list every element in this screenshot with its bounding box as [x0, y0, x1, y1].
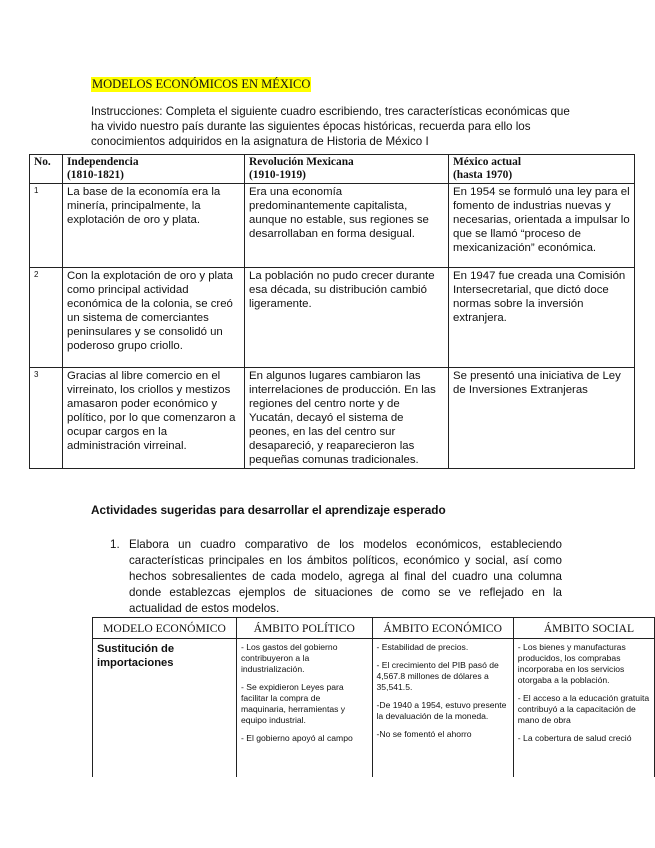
- table-row: [30, 268, 635, 368]
- cell-economico: [372, 639, 513, 778]
- list-item: -No se fomentó el ahorro: [376, 729, 472, 739]
- instructions-paragraph: Instrucciones: Completa el siguiente cuadro escribiendo, tres características económicas que ha vivido nuestro país durante las siguientes épocas históricas, recuerda para ello los conocimientos adquiridos en la asignatura de Historia de México I: [91, 105, 570, 148]
- header-social: ÁMBITO SOCIAL: [513, 618, 654, 639]
- cell-revolucion: Era una economía predominantemente capitalista, aunque no estable, sus regiones se desarrollaban en forma desigual.: [245, 184, 449, 268]
- table-row: [93, 639, 655, 778]
- row-number: 2: [30, 268, 63, 368]
- cell-revolucion: La población no pudo crecer durante esa década, su distribución cambió ligeramente.: [245, 268, 449, 368]
- table-row: [30, 368, 635, 469]
- list-item: - El acceso a la educación gratuita contribuyó a la capacitación de mano de obra: [517, 693, 650, 725]
- activity-text: Elabora un cuadro comparativo de los modelos económicos, estableciendo características principales en los ámbitos políticos, económico y social, así como hechos sobresalientes de cada modelo, agrega al final del cuadro una columna donde establezcas ejemplos de situaciones de como se ve reflejado en la actualidad de estos modelos.: [129, 538, 562, 615]
- activities-subtitle: Actividades sugeridas para desarrollar el aprendizaje esperado: [91, 503, 446, 517]
- header-modelo: MODELO ECONÓMICO: [93, 618, 237, 639]
- comparative-table-wrapper: [92, 617, 655, 777]
- table-row: [30, 184, 635, 268]
- cell-revolucion: En algunos lugares cambiaron las interrelaciones de producción. En las regiones del centro norte y de Yucatán, decayó el sistema de peones, en las del centro sur desapareció, y reaparecieron las pequeñas comunas tradicionales.: [245, 368, 449, 469]
- header-economico: ÁMBITO ECONÓMICO: [372, 618, 513, 639]
- cell-actual: En 1954 se formuló una ley para el fomento de industrias nuevas y necesarias, orientada a impulsar lo que se llamó “proceso de mexicanización” económica.: [449, 184, 635, 268]
- row-number: 1: [30, 184, 63, 268]
- cell-politico: [236, 639, 372, 778]
- header-independencia-label: Independencia: [67, 156, 139, 168]
- header-actual-years: (hasta 1970): [453, 169, 513, 181]
- header-independencia: [63, 155, 245, 184]
- cell-independencia: Con la explotación de oro y plata como principal actividad económica de la colonia, se creó un sistema de comerciantes peninsulares y se consolidó un poderoso grupo criollo.: [63, 268, 245, 368]
- list-item: -De 1940 a 1954, estuvo presente la devaluación de la moneda.: [376, 700, 507, 721]
- table-header-row: [30, 155, 635, 184]
- document-title: MODELOS ECONÓMICOS EN MÉXICO: [92, 77, 311, 91]
- list-item: - Estabilidad de precios.: [376, 642, 469, 652]
- header-independencia-years: (1810-1821): [67, 169, 124, 181]
- cell-actual: Se presentó una iniciativa de Ley de Inversiones Extranjeras: [449, 368, 635, 469]
- activity-number: 1.: [110, 538, 120, 551]
- header-revolucion-years: (1910-1919): [249, 169, 306, 181]
- header-revolucion-label: Revolución Mexicana: [249, 156, 354, 168]
- historical-epochs-table: [29, 154, 635, 469]
- list-item: - El crecimiento del PIB pasó de 4,567.8 millones de dólares a 35,541.5.: [376, 660, 499, 692]
- cell-actual: En 1947 fue creada una Comisión Intersecretarial, que dictó doce normas sobre la inversión extranjera.: [449, 268, 635, 368]
- list-item: - El gobierno apoyó al campo: [240, 733, 353, 743]
- list-item: - Los gastos del gobierno contribuyeron a la industrialización.: [240, 642, 338, 674]
- row-number: 3: [30, 368, 63, 469]
- list-item: - Se expidieron Leyes para facilitar la compra de maquinaria, herramientas y equipo industrial.: [240, 682, 346, 725]
- cell-independencia: La base de la economía era la minería, principalmente, la explotación de oro y plata.: [63, 184, 245, 268]
- list-item: - La cobertura de salud creció: [517, 733, 632, 743]
- cell-social: [513, 639, 654, 778]
- header-actual: [449, 155, 635, 184]
- comparative-table: [92, 617, 655, 777]
- cell-model: Sustitución de importaciones: [93, 639, 237, 778]
- list-item: - Los bienes y manufacturas producidos, los comprabas incorporaba en los servicios otorgaba a la población.: [517, 642, 626, 685]
- header-revolucion: [245, 155, 449, 184]
- header-no: No.: [30, 155, 63, 184]
- table-header-row: [93, 618, 655, 639]
- activity-item: [110, 537, 562, 617]
- header-politico: ÁMBITO POLÍTICO: [236, 618, 372, 639]
- header-actual-label: México actual: [453, 156, 522, 168]
- cell-independencia: Gracias al libre comercio en el virreinato, los criollos y mestizos amasaron poder económico y político, por lo que comenzaron a ocupar cargos en la administración virreinal.: [63, 368, 245, 469]
